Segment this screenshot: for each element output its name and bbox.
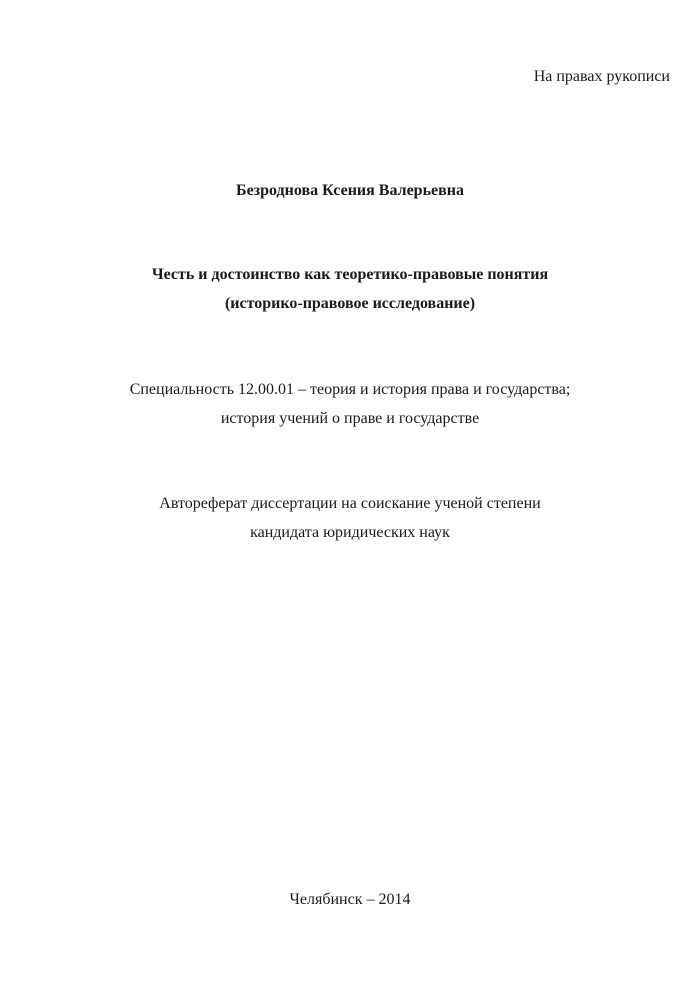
- abstract-line-2: кандидата юридических наук: [250, 524, 450, 541]
- title-line-2: (историко-правовое исследование): [224, 295, 476, 312]
- place-and-year: Челябинск – 2014: [289, 891, 411, 908]
- title-line-1: Честь и достоинство как теоретико-правовые понятия: [151, 266, 549, 283]
- abstract-line-1: Автореферат диссертации на соискание ученой степени: [159, 495, 541, 512]
- manuscript-rights-note: На правах рукописи: [533, 68, 670, 85]
- specialty-line-1: Специальность 12.00.01 – теория и история права и государства;: [129, 381, 571, 398]
- specialty-line-2: история учений о праве и государстве: [220, 410, 480, 427]
- author-name: Безроднова Ксения Валерьевна: [235, 182, 464, 199]
